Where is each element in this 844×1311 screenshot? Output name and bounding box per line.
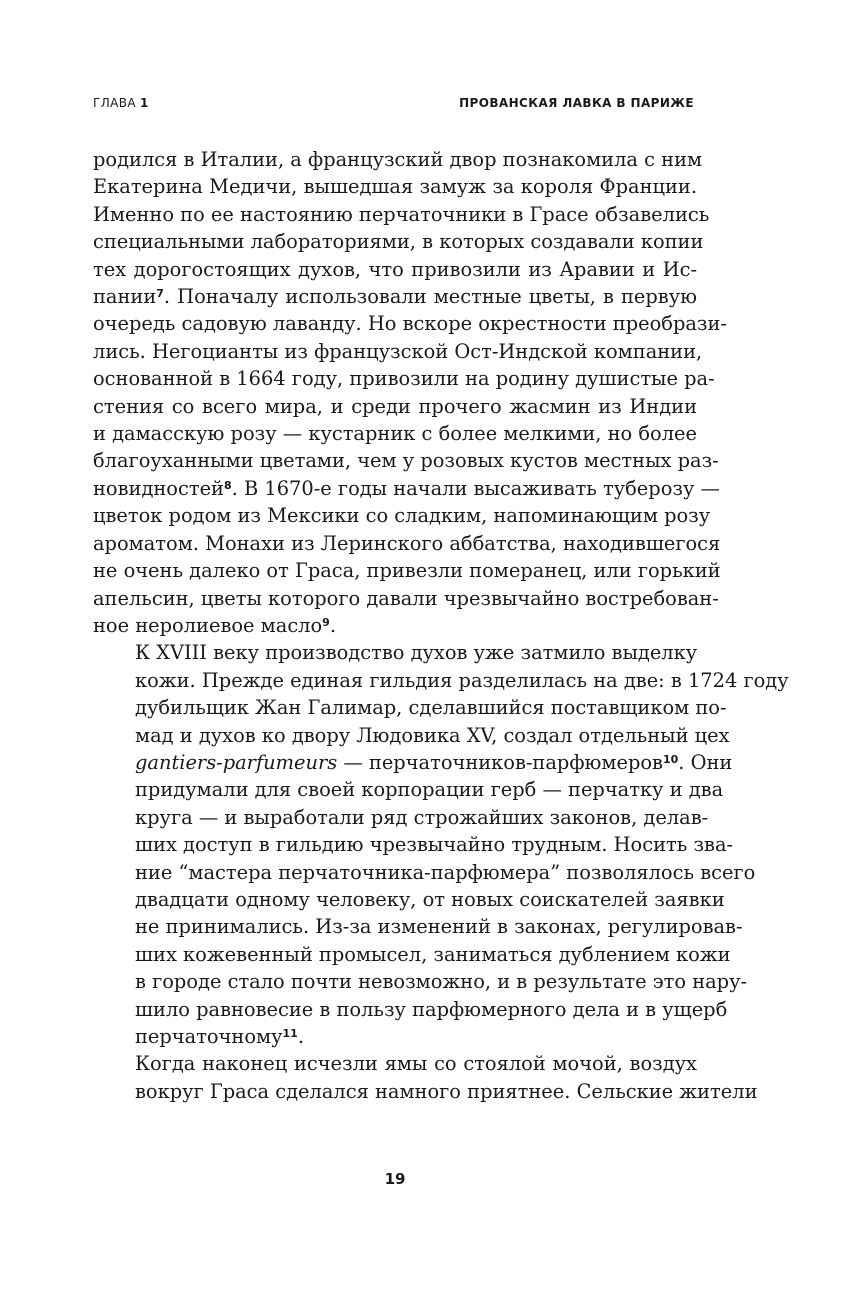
text-line: ное неролиевое масло$^9$. — [93, 613, 336, 637]
text-line: и дамасскую розу — кустарник с более мелкими, но более — [93, 422, 697, 446]
text-line: придумали для своей корпорации герб — перчатку и два — [135, 778, 724, 802]
text-line: новидностей$^8$. В 1670-е годы начали высаживать туберозу — — [93, 476, 720, 500]
chapter-label: ГЛАВА — [93, 96, 136, 110]
footnote-marker[interactable]: 11 — [282, 1027, 298, 1040]
text-line: родился в Италии, а французский двор познакомила с ним — [93, 148, 703, 171]
text-line: мад и духов ко двору Людовика XV, создал отдельный цех — [135, 723, 730, 747]
footnote-marker[interactable]: 8 — [223, 478, 232, 492]
text-line: К XVIII веку производство духов уже затмило выделку — [135, 641, 698, 665]
text-line: ние “мастера перчаточника-парфюмера” позволялось всего — [135, 860, 756, 884]
text-line: апельсин, цветы которого давали чрезвычайно востребован- — [93, 586, 719, 610]
text-line: очередь садовую лаванду. Но вскоре окрестности преобрази- — [93, 312, 727, 336]
chapter-number: 1 — [140, 96, 149, 110]
text-line: круга — и выработали ряд строжайших законов, делав- — [135, 805, 709, 829]
footnote-marker[interactable]: 7 — [156, 287, 164, 301]
text-line: благоуханными цветами, чем у розовых кустов местных раз- — [93, 449, 719, 473]
text-line: кожи. Прежде единая гильдия разделилась на две: в 1724 году — [135, 668, 789, 692]
footnote-marker[interactable]: 10 — [662, 752, 679, 766]
running-head — [93, 96, 694, 110]
page-number: 19 — [384, 1170, 406, 1188]
text-line: цветок родом из Мексики со сладким, напоминающим розу — [93, 504, 711, 528]
text-line: дубильщик Жан Галимар, сделавшийся поставщиком по- — [135, 696, 727, 720]
text-line: двадцати одному человеку, от новых соискателей заявки — [135, 887, 725, 911]
paragraph-2 — [93, 639, 789, 1050]
text-line: Екатерина Медичи, вышедшая замуж за короля Франции. — [93, 175, 697, 199]
footnote-marker[interactable]: 9 — [322, 615, 330, 629]
paragraph-3 — [93, 1050, 758, 1105]
paragraph-1 — [93, 146, 727, 639]
italic-term: gantiers-parfumeurs — [135, 750, 338, 774]
text-line: основанной в 1664 году, привозили на родину душистые ра- — [93, 367, 715, 391]
text-line: не принимались. Из-за изменений в законах, регулировав- — [135, 915, 743, 939]
text-line: стения со всего мира, и среди прочего жасмин из Индии — [93, 394, 697, 418]
text-line: вокруг Граса сделался намного приятнее. Сельские жители — [135, 1079, 758, 1103]
text-line: Именно по ее настоянию перчаточники в Грасе обзавелись — [93, 202, 710, 226]
chapter-marker — [93, 96, 149, 110]
text-line: ших доступ в гильдию чрезвычайно трудным. Носить зва- — [135, 833, 734, 857]
text-body — [93, 146, 789, 1105]
text-line: Когда наконец исчезли ямы со стоялой мочой, воздух — [135, 1052, 697, 1076]
text-line: перчаточному$^{11}$. — [135, 1025, 304, 1048]
text-line: лись. Негоцианты из французской Ост-Индской компании, — [93, 339, 703, 363]
text-line: gantiers-parfumeurs — перчаточников-парфюмеров$^{10}$. Они — [135, 750, 733, 774]
text-line: тех дорогостоящих духов, что привозили из Аравии и Ис- — [93, 257, 697, 281]
text-line: ароматом. Монахи из Леринского аббатства, находившегося — [93, 531, 721, 555]
text-line: шило равновесие в пользу парфюмерного дела и в ущерб — [135, 997, 728, 1021]
text-line: в городе стало почти невозможно, и в результате это нару- — [135, 970, 748, 994]
text-line: не очень далеко от Граса, привезли померанец, или горький — [93, 559, 721, 583]
text-line: специальными лабораториями, в которых создавали копии — [93, 230, 704, 254]
book-title: ПРОВАНСКАЯ ЛАВКА В ПАРИЖЕ — [459, 96, 694, 110]
text-line: ших кожевенный промысел, заниматься дублением кожи — [135, 942, 731, 966]
text-line: пании$^7$. Поначалу использовали местные цветы, в первую — [93, 285, 697, 309]
